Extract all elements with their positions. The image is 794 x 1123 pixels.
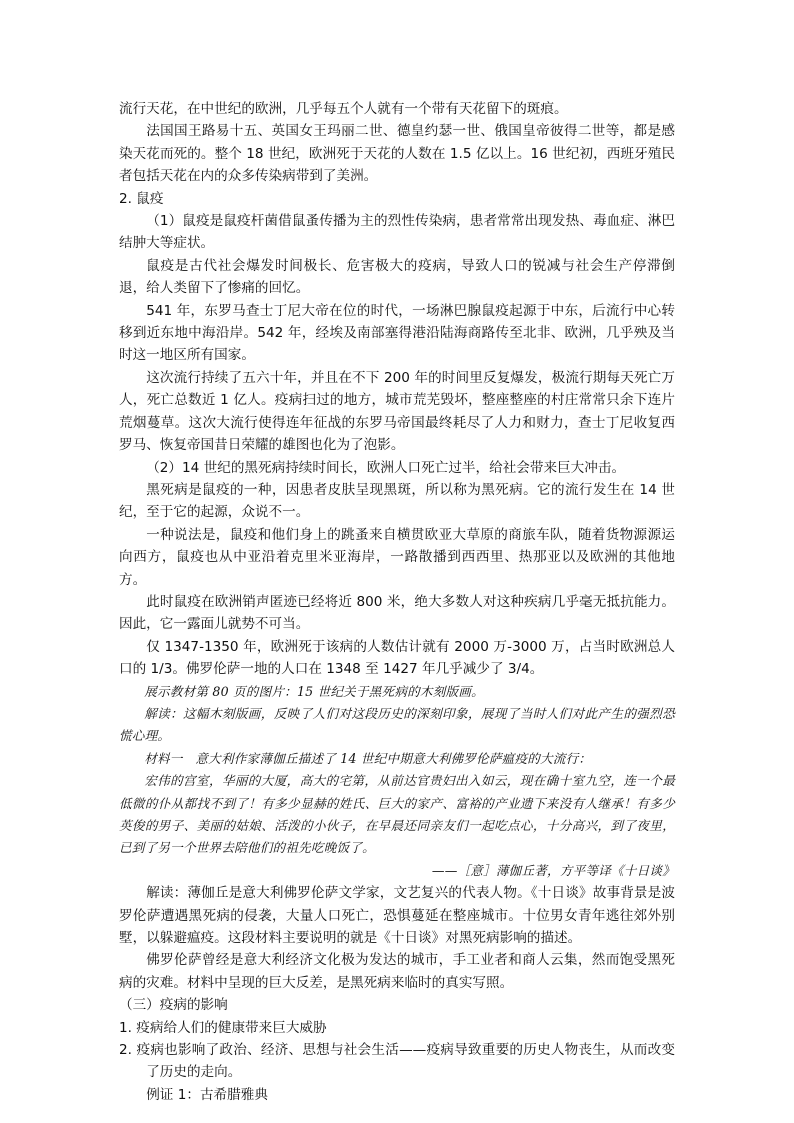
document-page [119, 98, 675, 1106]
paragraph-plague-duration: 这次流行持续了五六十年，并且在不下 200 年的时间里反复爆发，极流行期每天死亡万人，死亡总数近 1 亿人。疫病扫过的地方，城市荒芜毁坏，整座整座的村庄常常只余下连片荒烟蔓草。这次大流行使得连年征战的东罗马帝国最终耗尽了人力和财力，查士丁尼收复西罗马、恢复帝国昔日荣耀的雄图也化为了泡影。 [119, 369, 675, 454]
paragraph-plague-definition: （1）鼠疫是鼠疫杆菌借鼠蚤传播为主的烈性传染病，患者常常出现发热、毒血症、淋巴结肿大等症状。 [119, 213, 675, 252]
paragraph-black-death-origin: 黑死病是鼠疫的一种，因患者皮肤呈现黑斑，所以称为黑死病。它的流行发生在 14 世纪，至于它的起源，众说不一。 [119, 481, 675, 521]
list-item-health: 1. 疫病给人们的健康带来巨大威胁 [119, 1019, 327, 1036]
paragraph-smallpox-intro: 流行天花，在中世纪的欧洲，几乎每五个人就有一个带有天花留下的斑痕。 [119, 101, 568, 117]
paragraph-black-death: （2）14 世纪的黑死病持续时间长，欧洲人口死亡过半，给社会带来巨大冲击。 [146, 459, 626, 476]
quote-source: ——［意］薄伽丘著，方平等译《十日谈》 [431, 862, 675, 878]
paragraph-decameron-interpretation: 解读：薄伽丘是意大利佛罗伦萨文学家，文艺复兴的代表人物。《十日谈》故事背景是波罗伦萨遭遇黑死病的侵袭，大量人口死亡，恐惧蔓延在整座城市。十位男女青年逃往郊外别墅，以躲避瘟疫。这段材料主要说明的就是《十日谈》对黑死病影响的描述。 [119, 885, 675, 947]
paragraph-example-athens: 例证 1：古希腊雅典 [146, 1086, 268, 1103]
paragraph-justinian-plague: 541 年，东罗马查士丁尼大帝在位的时代，一场淋巴腺鼠疫起源于中东，后流行中心转移到近东地中海沿岸。542 年，经埃及南部塞得港沿陆海商路传至北非、欧洲，几乎殃及当时这一地区所有国家。 [119, 302, 675, 364]
paragraph-material-one-title: 材料一 意大利作家薄伽丘描述了 14 世纪中期意大利佛罗伦萨瘟疫的大流行： [144, 750, 592, 766]
paragraph-florence: 佛罗伦萨曾经是意大利经济文化极为发达的城市，手工业者和商人云集，然而饱受黑死病的灾难。材料中呈现的巨大反差，是黑死病来临时的真实写照。 [119, 952, 675, 991]
paragraph-woodcut-note: 展示教材第 80 页的图片：15 世纪关于黑死病的木刻版画。 [144, 683, 484, 699]
paragraph-plague-harm: 鼠疫是古代社会爆发时间极长、危害极大的疫病，导致人口的锐减与社会生产停滞倒退，给人类留下了惨痛的回忆。 [119, 257, 675, 297]
paragraph-woodcut-interpretation: 解读：这幅木刻版画，反映了人们对这段历史的深刻印象，展现了当时人们对此产生的强烈恐慌心理。 [119, 705, 675, 744]
heading-impact: （三）疫病的影响 [119, 997, 228, 1014]
list-item-history: 2. 疫病也影响了政治、经济、思想与社会生活——疫病导致重要的历史人物丧生，从而改变了历史的走向。 [119, 1042, 675, 1081]
paragraph-material-one-quote: 宏伟的宫室，华丽的大厦，高大的宅第，从前达官贵妇出入如云，现在确十室九空，连一个最低微的仆从都找不到了！有多少显赫的姓氏、巨大的家产、富裕的产业遗下来没有人继承！有多少英俊的男子、美丽的姑娘、活泼的小伙子，在早晨还同亲友们一起吃点心，十分高兴，到了夜里，已到了另一个世界去陪他们的祖先吃晚饭了。 [119, 773, 675, 856]
paragraph-no-resistance: 此时鼠疫在欧洲销声匿迹已经将近 800 米，绝大多数人对这种疾病几乎毫无抵抗能力。因此，它一露面儿就势不可当。 [119, 593, 675, 633]
paragraph-black-death-spread: 一种说法是，鼠疫和他们身上的跳蚤来自横贯欧亚大草原的商旅车队，随着货物源源运向西方，鼠疫也从中亚沿着克里米亚海岸，一路散播到西西里、热那亚以及欧洲的其他地方。 [119, 526, 675, 588]
paragraph-death-toll: 仅 1347-1350 年，欧洲死于该病的人数估计就有 2000 万-3000 万，占当时欧洲总人口的 1/3。佛罗伦萨一地的人口在 1348 至 1427 年几乎减少了 3/4。 [119, 638, 675, 678]
heading-plague: 2. 鼠疫 [119, 190, 164, 207]
paragraph-smallpox-deaths: 法国国王路易十五、英国女王玛丽二世、德皇约瑟一世、俄国皇帝彼得二世等，都是感染天花而死的。整个 18 世纪，欧洲死于天花的人数在 1.5 亿以上。16 世纪初，西班牙殖民者包括天花在内的众多传染病带到了美洲。 [119, 123, 675, 185]
